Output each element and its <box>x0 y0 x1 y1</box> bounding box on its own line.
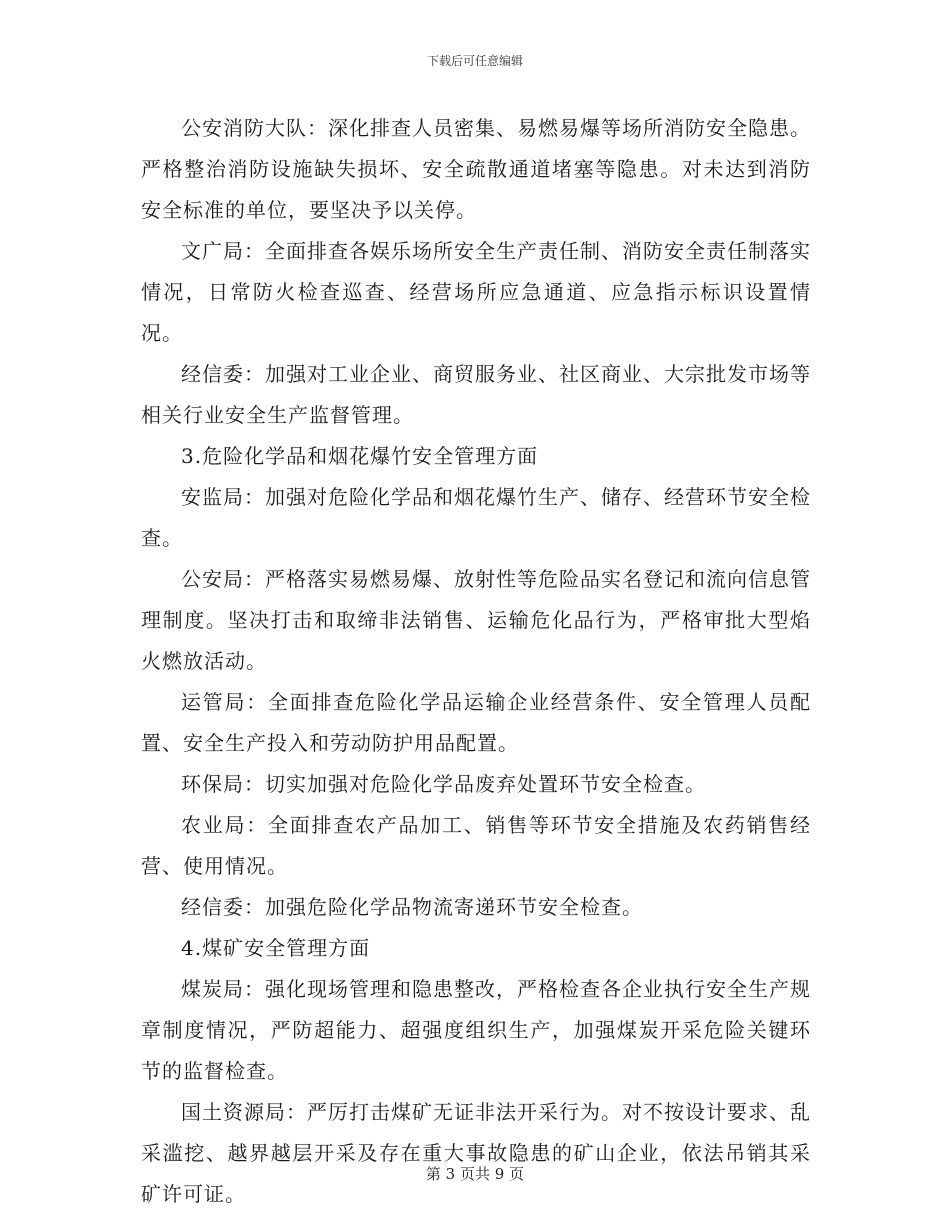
section-heading-coal-mine: 4.煤矿安全管理方面 <box>181 936 371 960</box>
paragraph-safety-supervision: 安监局：加强对危险化学品和烟花爆竹生产、储存、经营环节安全检查。 <box>141 485 811 550</box>
paragraph-economic-commission: 经信委：加强对工业企业、商贸服务业、社区商业、大宗批发市场等相关行业安全生产监督管理。 <box>141 362 811 427</box>
paragraph-fire-brigade: 公安消防大队：深化排查人员密集、易燃易爆等场所消防安全隐患。严格整治消防设施缺失损坏、安全疏散通道堵塞等隐患。对未达到消防安全标准的单位，要坚决予以关停。 <box>141 116 811 222</box>
document-body <box>141 108 811 1215</box>
page-footer: 第 3 页共 9 页 <box>425 1165 525 1183</box>
paragraph-culture-bureau: 文广局：全面排查各娱乐场所安全生产责任制、消防安全责任制落实情况，日常防火检查巡查、经营场所应急通道、应急指示标识设置情况。 <box>141 239 811 345</box>
paragraph-public-security: 公安局：严格落实易燃易爆、放射性等危险品实名登记和流向信息管理制度。坚决打击和取缔非法销售、运输危化品行为，严格审批大型焰火燃放活动。 <box>141 567 811 673</box>
paragraph-coal-bureau: 煤炭局：强化现场管理和隐患整改，严格检查各企业执行安全生产规章制度情况，严防超能力、超强度组织生产，加强煤炭开采危险关键环节的监督检查。 <box>141 977 811 1083</box>
section-heading-hazardous-chemicals: 3.危险化学品和烟花爆竹安全管理方面 <box>181 444 539 468</box>
page-header: 下载后可任意编辑 <box>426 54 523 68</box>
paragraph-economic-commission-logistics: 经信委：加强危险化学品物流寄递环节安全检查。 <box>181 895 643 919</box>
paragraph-land-resources-bureau: 国土资源局：严厉打击煤矿无证非法开采行为。对不按设计要求、乱采滥挖、越界越层开采及存在重大事故隐患的矿山企业，依法吊销其采矿许可证。 <box>141 1100 811 1206</box>
paragraph-transport-bureau: 运管局：全面排查危险化学品运输企业经营条件、安全管理人员配置、安全生产投入和劳动防护用品配置。 <box>141 690 811 755</box>
paragraph-environment-bureau: 环保局：切实加强对危险化学品废弃处置环节安全检查。 <box>181 772 706 796</box>
paragraph-agriculture-bureau: 农业局：全面排查农产品加工、销售等环节安全措施及农药销售经营、使用情况。 <box>141 813 811 878</box>
